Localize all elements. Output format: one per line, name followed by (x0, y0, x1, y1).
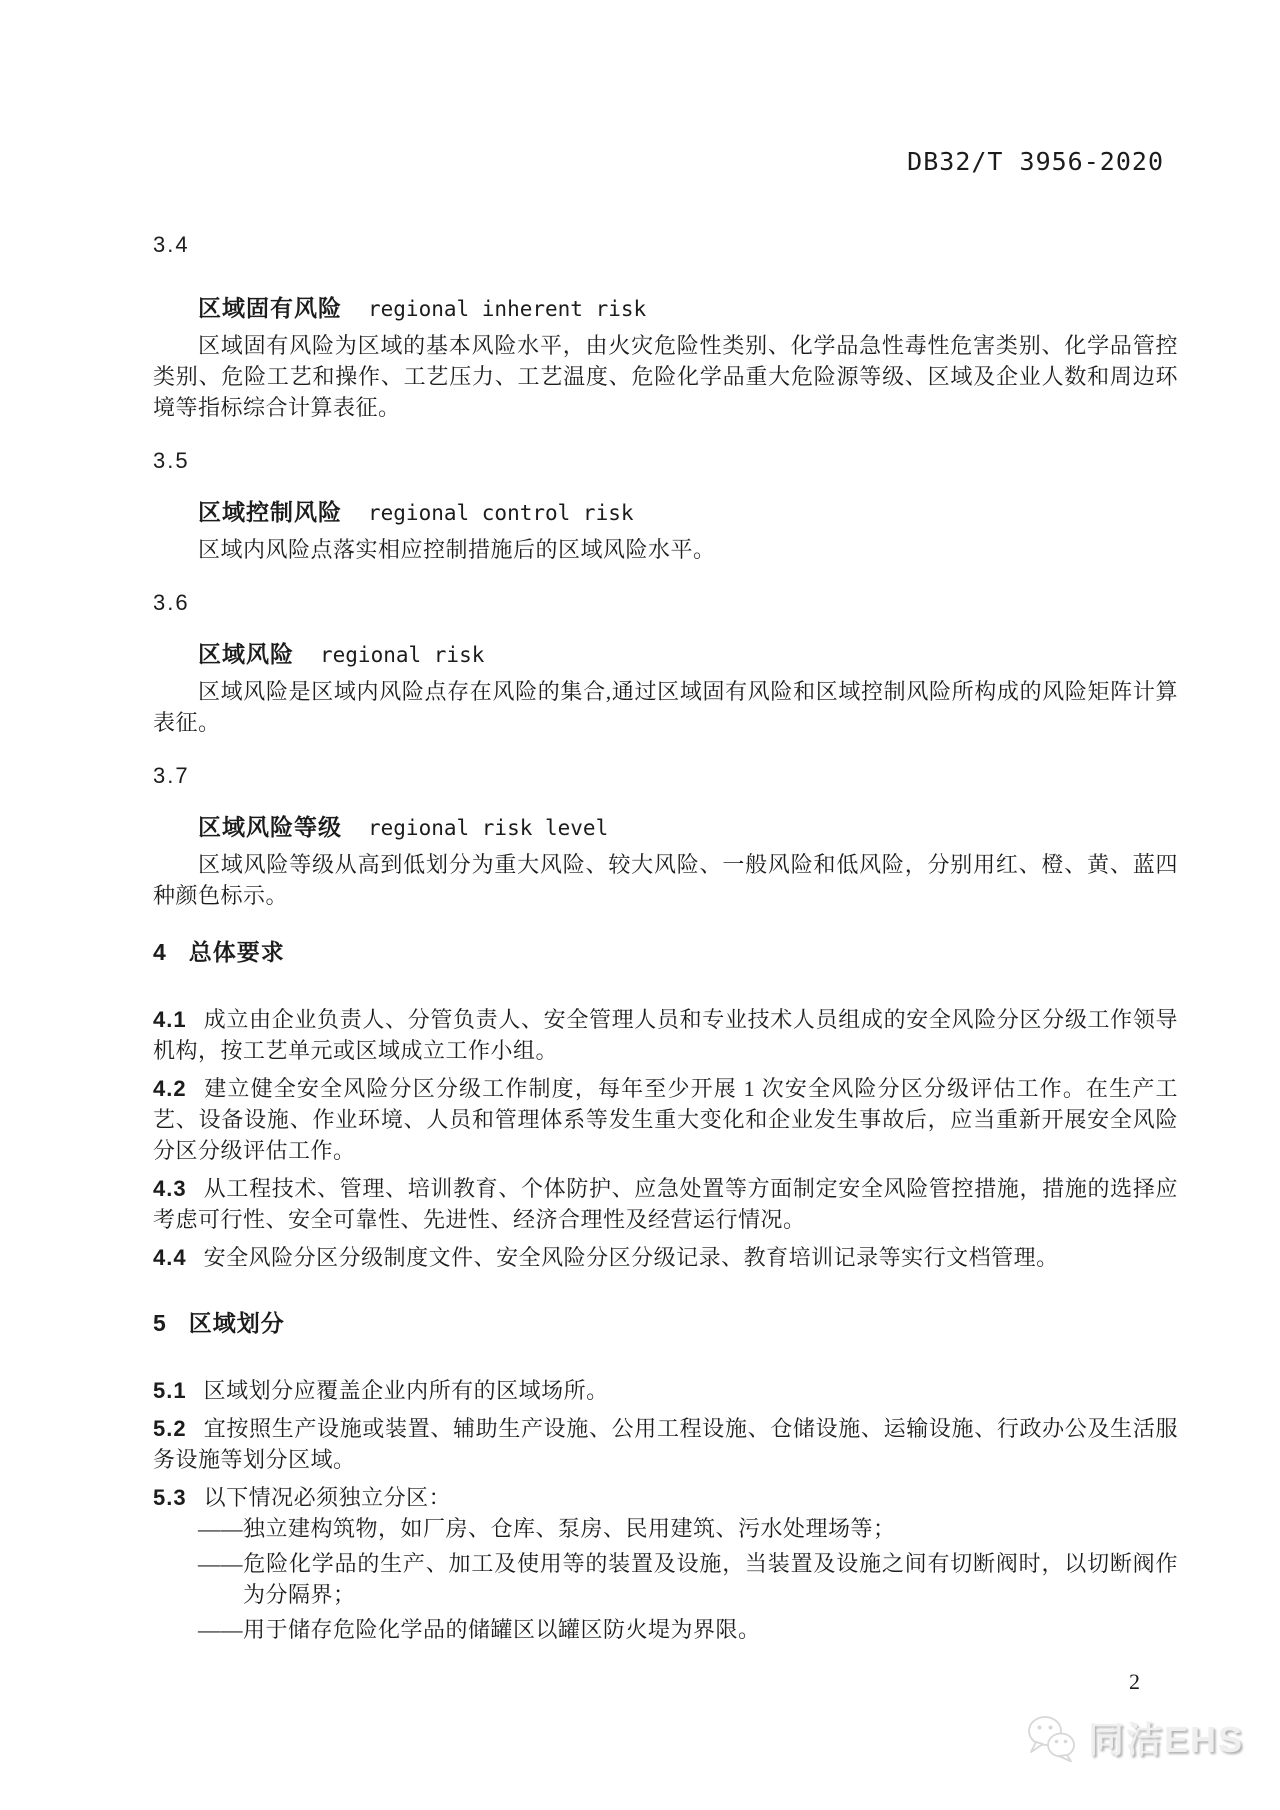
clause-text: 以下情况必须独立分区： (203, 1485, 452, 1510)
term-number: 3.5 (153, 448, 190, 473)
term-heading (153, 293, 1178, 327)
standard-code: DB32/T 3956-2020 (907, 147, 1164, 176)
clause-number: 4.4 (153, 1245, 187, 1270)
term-number: 3.7 (153, 763, 190, 788)
section-number: 4 (153, 939, 167, 965)
term-heading (153, 639, 1178, 673)
clause-4-3 (153, 1173, 1178, 1235)
term-name-zh: 区域风险 (198, 641, 294, 667)
dash-item: ——危险化学品的生产、加工及使用等的装置及设施，当装置及设施之间有切断阀时，以切断阀作为分隔界； (198, 1551, 1178, 1607)
watermark (1026, 1712, 1244, 1763)
clause-text: 成立由企业负责人、分管负责人、安全管理人员和专业技术人员组成的安全风险分区分级工作领导机构，按工艺单元或区域成立工作小组。 (153, 1007, 1178, 1063)
section-4 (153, 937, 1178, 1273)
term-heading (153, 812, 1178, 846)
section-heading (153, 937, 1178, 968)
wechat-icon (1026, 1714, 1078, 1762)
clause-text: 区域划分应覆盖企业内所有的区域场所。 (203, 1378, 609, 1403)
term-name-en: regional inherent risk (368, 297, 647, 321)
term-number: 3.4 (153, 232, 190, 257)
term-definition: 区域风险等级从高到低划分为重大风险、较大风险、一般风险和低风险，分别用红、橙、黄、蓝四种颜色标示。 (153, 852, 1178, 908)
clause-number: 4.1 (153, 1007, 187, 1032)
section-5 (153, 1308, 1178, 1645)
term-3-7 (153, 760, 1178, 911)
term-name-en: regional control risk (368, 501, 634, 525)
term-name-zh: 区域控制风险 (198, 499, 342, 525)
term-3-5 (153, 445, 1178, 565)
clause-number: 4.2 (153, 1076, 187, 1101)
clause-4-4 (153, 1242, 1178, 1273)
clause-4-2 (153, 1073, 1178, 1166)
term-3-6 (153, 587, 1178, 738)
clause-5-2 (153, 1413, 1178, 1475)
term-name-en: regional risk (320, 643, 485, 667)
term-number: 3.6 (153, 590, 190, 615)
page-number: 2 (1129, 1669, 1140, 1694)
dash-item: ——用于储存危险化学品的储罐区以罐区防火堤为界限。 (198, 1617, 761, 1642)
clause-number: 4.3 (153, 1176, 187, 1201)
clause-text: 从工程技术、管理、培训教育、个体防护、应急处置等方面制定安全风险管控措施，措施的选择应考虑可行性、安全可靠性、先进性、经济合理性及经营运行情况。 (153, 1176, 1178, 1232)
clause-5-3 (153, 1482, 1178, 1513)
clause-5-1 (153, 1375, 1178, 1406)
section-heading (153, 1308, 1178, 1339)
clause-text: 宜按照生产设施或装置、辅助生产设施、公用工程设施、仓储设施、运输设施、行政办公及生活服务设施等划分区域。 (153, 1416, 1178, 1472)
term-name-zh: 区域风险等级 (198, 814, 342, 840)
section-number: 5 (153, 1310, 167, 1336)
clause-number: 5.2 (153, 1416, 187, 1441)
dash-item: ——独立建构筑物，如厂房、仓库、泵房、民用建筑、污水处理场等； (198, 1516, 896, 1541)
term-definition: 区域内风险点落实相应控制措施后的区域风险水平。 (198, 537, 716, 562)
clause-text: 安全风险分区分级制度文件、安全风险分区分级记录、教育培训记录等实行文档管理。 (203, 1245, 1059, 1270)
section-title: 区域划分 (188, 1310, 285, 1336)
term-definition: 区域固有风险为区域的基本风险水平，由火灾危险性类别、化学品急性毒性危害类别、化学品管控类别、危险工艺和操作、工艺压力、工艺温度、危险化学品重大危险源等级、区域及企业人数和周边环境等指标综合计算表征。 (153, 333, 1178, 420)
section-title: 总体要求 (188, 939, 285, 965)
term-name-zh: 区域固有风险 (198, 295, 342, 321)
clause-4-1 (153, 1004, 1178, 1066)
term-heading (153, 497, 1178, 531)
term-definition: 区域风险是区域内风险点存在风险的集合,通过区域固有风险和区域控制风险所构成的风险矩阵计算表征。 (153, 679, 1178, 735)
watermark-label: 同洁EHS (1087, 1719, 1244, 1760)
clause-number: 5.1 (153, 1378, 187, 1403)
terms-list (153, 229, 1178, 911)
term-name-en: regional risk level (368, 816, 609, 840)
clause-number: 5.3 (153, 1485, 187, 1510)
doc-header (153, 146, 1178, 177)
clause-text: 建立健全安全风险分区分级工作制度，每年至少开展 1 次安全风险分区分级评估工作。在生产工艺、设备设施、作业环境、人员和管理体系等发生重大变化和企业发生事故后，应当重新开展安全风险分区分级评估工作。 (153, 1076, 1178, 1163)
term-3-4 (153, 229, 1178, 423)
